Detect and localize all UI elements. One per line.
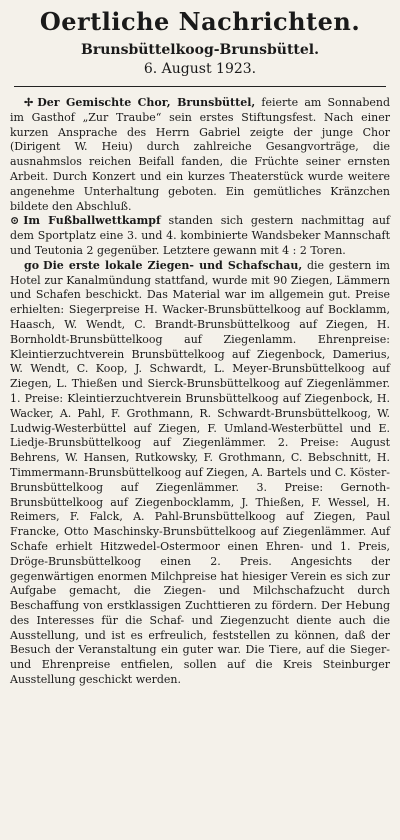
subheadline: Brunsbüttelkoog-Brunsbüttel. [81, 42, 319, 58]
article-text: standen sich gestern nachmittag auf dem Sportplatz eine 3. und 4. kombinierte Wandsbeker Mannschaft und Teutonia 2 gegenüber. Letztere gewann mit 4 : 2 Toren. [10, 214, 390, 257]
article-text: feierte am Sonnabend im Gasthof „Zur Traube“ sein erstes Stiftungsfest. Nach einer kurzen Ansprache des Herrn Gabriel zeigte der junge Chor (Dirigent W. Heiu) durch zahlreiche Gesangvorträge, die ausnahmslos reichen Beifall fanden, die Früchte seiner ernsten Arbeit. Durch Konzert und ein kurzes Theaterstück wurde weitere angenehme Unterhaltung geboten. Ein gemütliches Kränzchen bildete den Abschluß. [10, 96, 391, 213]
article-football [10, 214, 390, 258]
dateline: 6. August 1923. [143, 61, 257, 77]
article-lead: Die erste lokale Ziegen- und Schafschau, [43, 258, 303, 272]
article-text: die gestern im Hotel zur Kanalmündung stattfand, wurde mit 90 Ziegen, Lämmern und Schafen beschickt. Das Material war im allgemein gut. Preise erhielten: Siegerpreise H. Wacker-Brunsbüttelkoog auf Bocklamm, Haasch, W. Wendt, C. Brandt-Brunsbüttelkoog auf Ziegen, H. Bornholdt-Brunsbüttelkoog auf Ziegenlamm. Ehrenpreise: Kleintierzuchtverein Brunsbüttelkoog auf Ziegenbock, Damerius, W. Wendt, C. Koop, J. Schwardt, L. Meyer-Brunsbüttelkoog auf Ziegen, L. Thießen und Sierck-Brunsbüttelkoog auf Ziegenlämmer. 1. Preise: Kleintierzuchtverein Brunsbüttelkoog auf Ziegenbock, H. Wacker, A. Pahl, F. Grothmann, R. Schwardt-Brunsbüttelkoog, W. Ludwig-Westerbüttel auf Ziegen, F. Umland-Westerbüttel und E. Liedje-Brunsbüttelkoog auf Ziegenlämmer. 2. Preise: August Behrens, W. Hansen, Rutkowsky, F. Grothmann, C. Bebschnitt, H. Timmermann-Brunsbüttelkoog auf Ziegen, A. Bartels und C. Köster-Brunsbüttelkoog auf Ziegenlämmer. 3. Preise: Gernoth-Brunsbüttelkoog auf Ziegenbocklamm, J. Thießen, F. Wessel, H. Reimers, F. Falck, A. Pahl-Brunsbüttelkoog auf Ziegen, Paul Francke, Otto Maschinsky-Brunsbüttelkoog auf Ziegenlämmer. Auf Schafe erhielt Hitzwedel-Ostermoor einen Ehren- und 1. Preis, Dröge-Brunsbüttelkoog einen 2. Preis. Angesichts der gegenwärtigen enormen Milchpreise hat hiesiger Verein es sich zur Aufgabe gemacht, die Ziegen- und Milchschafzucht durch Beschaffung von erstklassigen Zuchttieren zu fördern. Der Hebung des Interesses für die Schaf- und Ziegenzucht diente auch die Ausstellung, und ist es erfreulich, feststellen zu können, daß der Besuch der Veranstaltung ein guter war. Die Tiere, auf die Sieger- und Ehrenpreise entfielen, sollen auf die Kreis Steinburger Ausstellung geschickt werden. [10, 258, 390, 687]
section-marker: go [24, 258, 40, 272]
article-lead: Im Fußballwettkampf [23, 214, 161, 228]
divider [14, 86, 386, 87]
section-marker: ⊙ [10, 214, 20, 228]
article-lead: Der Gemischte Chor, Brunsbüttel, [37, 96, 256, 109]
article-choir [10, 96, 390, 214]
section-marker: ✢ [24, 96, 34, 109]
headline: Oertliche Nachrichten. [39, 7, 361, 36]
article-goat-show [10, 259, 390, 688]
